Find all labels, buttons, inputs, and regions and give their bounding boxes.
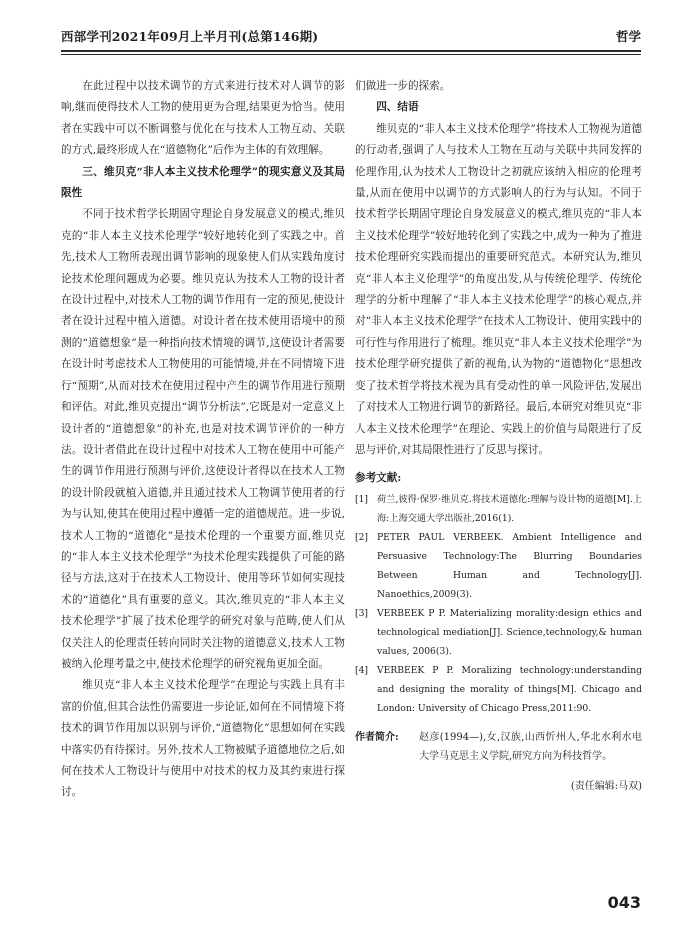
- section-heading-3: 三、维贝克“非人本主义技术伦理学”的现实意义及其局限性: [61, 165, 345, 200]
- page-number: 043: [607, 893, 641, 912]
- paragraph: 维贝克的“非人本主义技术伦理学”将技术人工物视为道德的行动者,强调了人与技术人工物在互动与关联中共同发挥的伦理作用,认为技术人工物设计之初就应该纳入相应的伦理考量,从而在使用中以调节的方式影响人的行为与认知。不同于技术哲学长期固守理论自身发展意义的模式,维贝克的“非人本主义技术伦理学”较好地转化到了实践之中,成为一种为了推进技术伦理研究实践而提出的重要研究范式。本研究认为,维贝克“非人本主义伦理学”的角度出发,从与传统伦理学、传统伦理学的分析中理解了“非人本主义技术伦理学”的核心观点,并对“非人本主义技术伦理学”在技术人工物设计、使用实践中的可行性与作用进行了梳理。维贝克“非人本主义技术伦理学”为技术伦理学研究提供了新的视角,认为物的“道德物化”思想改变了技术哲学将技术视为具有受动性的单一风险评估,发展出了对技术人工物进行调节的新路径。最后,本研究对维贝克“非人本主义技术伦理学”在理论、实践上的价值与局限进行了反思与评价,对其局限性进行了反思与探讨。: [355, 122, 642, 456]
- paragraph: 维贝克“非人本主义技术伦理学”在理论与实践上具有丰富的价值,但其合法性仍需要进一步论证,如何在不同情境下将技术的调节作用加以识别与评价,“道德物化”思想如何在实践中落实仍有待探讨。另外,技术人工物被赋予道德地位之后,如何在技术人工物设计与使用中对技术的权力及其约束进行探讨。: [61, 679, 345, 799]
- left-column: [61, 76, 345, 804]
- reference-item: [355, 604, 642, 661]
- right-column: [355, 76, 642, 797]
- paragraph: 不同于技术哲学长期固守理论自身发展意义的模式,维贝克的“非人本主义技术伦理学”较好地转化到了实践之中。首先,技术人工物所表现出调节影响的现象使人们从实践角度讨论技术伦理问题成为必要。维贝克认为技术人工物的设计者在设计过程中,对技术人工物的调节作用有一定的预见,使设计者在设计过程中植入道德。对设计者在技术使用语境中的预测的“道德想象”是一种指向技术情境的调节,这使设计者需要在设计时考虑技术人工物使用的可能情境,并在不同情境下进行“预期”,从而对技术在使用过程中产生的调节作用进行预期和评估。对此,维贝克提出“调节分析法”,它既是对一定意义上设计者的“道德想象”的补充,也是对技术调节评价的一种方法。设计者借此在设计过程中对技术人工物在使用中可能产生的调节作用进行预测与评价,这使设计者得以在技术人工物的设计阶段就植入道德,并且通过技术人工物调节使用者的行为与认知,使其在使用过程中遵循一定的道德规范。进一步说,技术人工物的“道德化”是技术伦理的一个重要方面,维贝克的“非人本主义技术伦理学”为技术伦理实践提供了可能的路径与方法,这对于在技术人工物设计、使用等环节如何实现技术的“道德化”具有重要的意义。其次,维贝克的“非人本主义技术伦理学”扩展了技术伦理学的研究对象与范畴,使人们从仅关注人的伦理责任转向同时关注物的道德意义,技术人工物被纳入伦理考量之中,使技术伦理学的研究视角更加全面。: [61, 208, 345, 670]
- reference-number: [3]: [355, 607, 369, 619]
- reference-text: PETER PAUL VERBEEK. Ambient Intelligence and Persuasive Technology:The Blurring Boundaries Between Human and Technology[J]. Nanoethics,2009(3).: [377, 531, 642, 600]
- journal-title: 西部学刊2021年09月上半月刊(总第146期): [61, 29, 319, 44]
- reference-text: 荷兰,彼得·保罗·维贝克.将技术道德化:理解与设计物的道德[M].上海:上海交通大学出版社,2016(1).: [377, 493, 642, 524]
- author-bio-text: 赵彦(1994—),女,汉族,山西忻州人,华北水利水电大学马克思主义学院,研究方向为科技哲学。: [419, 731, 642, 762]
- reference-item: [355, 661, 642, 718]
- reference-number: [4]: [355, 664, 369, 676]
- running-header: [61, 27, 641, 47]
- reference-item: [355, 528, 642, 604]
- paragraph: 在此过程中以技术调节的方式来进行技术对人调节的影响,继而使得技术人工物的使用更为合理,结果更为恰当。使用者在实践中可以不断调整与优化在与技术人工物互动、关联的方式,最终形成人在“道德物化”后作为主体的有效理解。: [61, 80, 345, 157]
- header-rule-thick: [61, 50, 641, 52]
- reference-text: VERBEEK P P. Materializing morality:design ethics and technological mediation[J]. Science,technology,& human values, 2006(3).: [377, 607, 642, 657]
- section-heading-4: 四、结语: [376, 101, 419, 114]
- header-rule-thin: [61, 54, 641, 55]
- author-bio: [355, 728, 642, 766]
- reference-item: [355, 490, 642, 528]
- paragraph-continuation: 们做进一步的探索。: [355, 80, 451, 92]
- reference-text: VERBEEK P P. Moralizing technology:understanding and designing the morality of things[M]. Chicago and London: University of Chicago Press,2011:90.: [377, 664, 642, 714]
- author-bio-label: 作者简介:: [355, 731, 399, 743]
- reference-list: [355, 490, 642, 718]
- reference-number: [1]: [355, 493, 369, 505]
- references-title: 参考文献:: [355, 472, 402, 485]
- reference-number: [2]: [355, 531, 369, 543]
- section-name: 哲学: [615, 29, 641, 44]
- responsible-editor: (责任编辑:马双): [570, 780, 642, 792]
